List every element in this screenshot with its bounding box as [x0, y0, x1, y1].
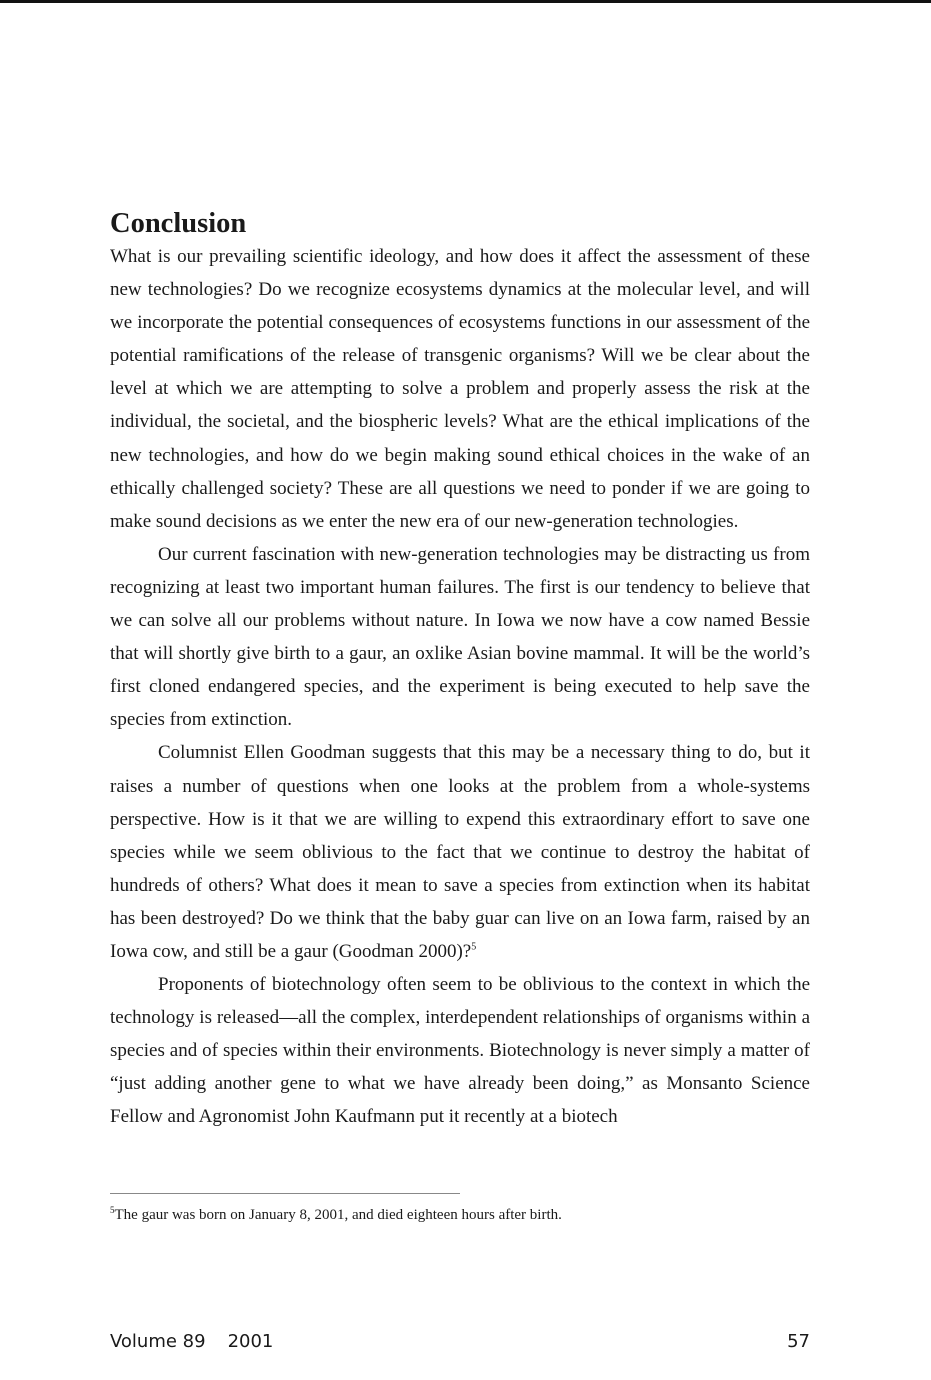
paragraph-1: What is our prevailing scientific ideology, and how does it affect the assessment of these new technologies? Do we recognize ecosystems dynamics at the molecular level, and will we incorporate the potential consequences of ecosystems functions in our assessment of the potential ramifications of the release of transgenic organisms? Will we be clear about the level at which we are attempting to solve a problem and properly assess the risk at the individual, the societal, and the biospheric levels? What are the ethical implications of the new technologies, and how do we begin making sound ethical choices in the wake of an ethically challenged society? These are all questions we need to ponder if we are going to make sound decisions as we enter the new era of our new-generation technologies.	[110, 246, 810, 532]
footnote-rule	[110, 1193, 460, 1194]
footnote-marker: 5	[110, 1205, 115, 1215]
section-heading: Conclusion	[110, 208, 247, 239]
paragraph-3	[110, 736, 810, 968]
paragraph-2: Our current fascination with new-generation technologies may be distracting us from recognizing at least two important human failures. The first is our tendency to believe that we can solve all our problems without nature. In Iowa we now have a cow named Bessie that will shortly give birth to a gaur, an oxlike Asian bovine mammal. It will be the world’s first cloned endangered species, and the experiment is being executed to help save the species from extinction.	[110, 543, 810, 731]
volume-label: Volume 89	[110, 1331, 206, 1352]
footnote-text: The gaur was born on January 8, 2001, and died eighteen hours after birth.	[114, 1207, 562, 1223]
paragraph-3-text: Columnist Ellen Goodman suggests that this may be a necessary thing to do, but it raises a number of questions when one looks at the problem from a whole-systems perspective. How is it that we are willing to expend this extraordinary effort to save one species while we seem oblivious to the fact that we continue to destroy the habitat of hundreds of others? What does it mean to save a species from extinction when its habitat has been destroyed? Do we think that the baby guar can live on an Iowa farm, raised by an Iowa cow, and still be a gaur (Goodman 2000)?	[110, 742, 810, 962]
footnote	[110, 1206, 810, 1224]
footer-volume-info	[110, 1330, 273, 1354]
top-rule	[0, 0, 931, 3]
page-number: 57	[787, 1331, 810, 1352]
paragraph-4: Proponents of biotechnology often seem to be oblivious to the context in which the technology is released—all the complex, interdependent relationships of organisms within a species and of species within their environments. Biotechnology is never simply a matter of “just adding another gene to what we have already been doing,” as Monsanto Science Fellow and Agronomist John Kaufmann put it recently at a biotech	[110, 974, 810, 1128]
body-text	[110, 208, 810, 1134]
year-label: 2001	[227, 1331, 274, 1352]
footnote-reference: 5	[471, 941, 477, 953]
